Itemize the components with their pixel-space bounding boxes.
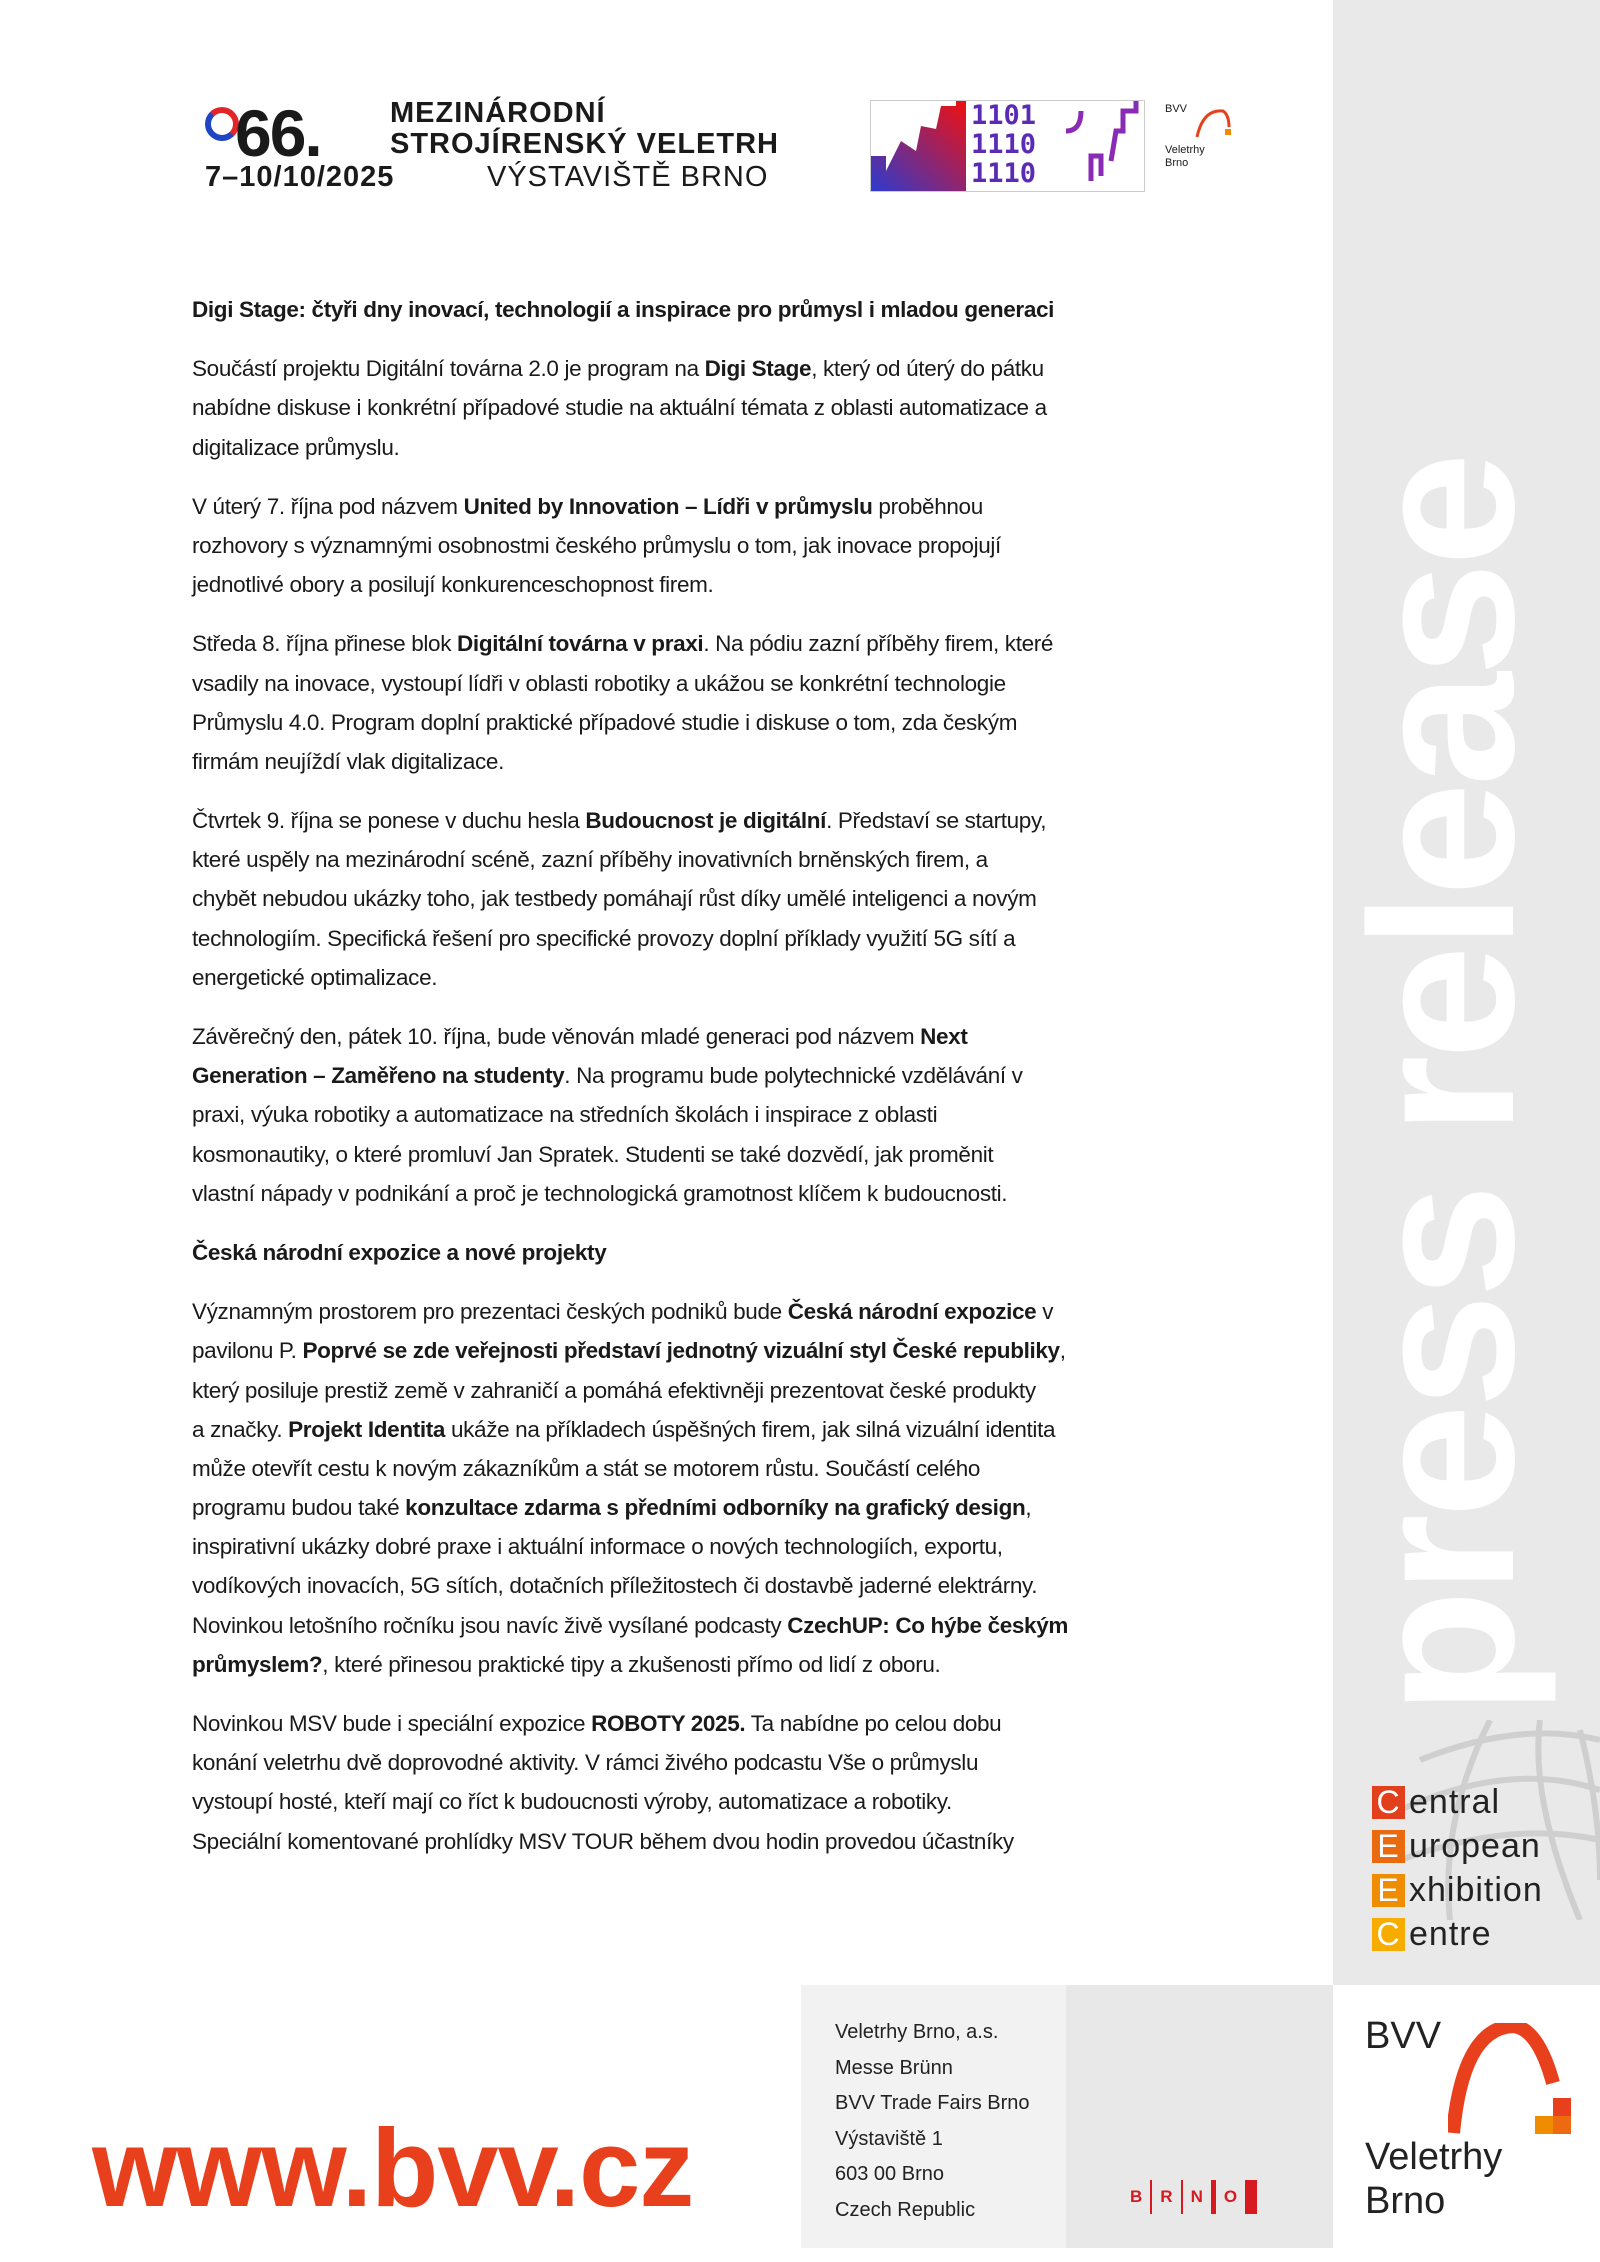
address-line: Messe Brünn (835, 2056, 953, 2079)
section-heading (192, 1233, 1272, 1272)
ceec-letter: C (1372, 1786, 1405, 1819)
text: proběhnou (872, 493, 983, 519)
text: , které přinesou praktické tipy a zkušenosti přímo od lidí z oboru. (322, 1651, 941, 1677)
edition-number: 66. (235, 96, 321, 170)
text-line (192, 1233, 1272, 1272)
address-line: Výstaviště 1 (835, 2127, 943, 2150)
brno-letter: N (1190, 2187, 1203, 2206)
text-line (192, 801, 1272, 840)
binary-line: 1101 (971, 100, 1037, 131)
circuit-graphic-icon (1061, 101, 1141, 192)
text: Novinkou MSV bude i speciální expozice (192, 1711, 592, 1736)
text-line (192, 290, 1272, 329)
text-line (192, 526, 1272, 565)
text: vystoupí hosté, kteří mají co říct k budoucnosti výroby, automatizace a robotiky. (192, 1789, 952, 1815)
text-line (192, 1527, 1272, 1566)
bold-text: Digi Stage: čtyři dny inovací, technologií a inspirace pro průmysl i mladou generaci (192, 297, 1055, 322)
title-line-1: MEZINÁRODNÍ (390, 97, 606, 129)
text-line (192, 1095, 1272, 1134)
brno-letter: R (1160, 2187, 1173, 2206)
text-line (192, 1743, 1272, 1782)
text: a značky. (192, 1416, 289, 1442)
text: Ta nabídne po celou dobu (745, 1711, 1002, 1736)
text: vlastní nápady v podnikání a proč je technologická gramotnost klíčem k budoucnosti. (192, 1180, 1008, 1206)
text-line (192, 1449, 1272, 1488)
text: chybět nebudou ukázky toho, jak testbedy pomáhají růst díky umělé inteligenci a novým (192, 886, 1037, 912)
paragraph (192, 801, 1272, 997)
text: digitalizace průmyslu. (192, 434, 400, 460)
bvv-veletrhy-brno-logo (1333, 1985, 1600, 2248)
bold-text: Poprvé se zde veřejnosti představí jednotný vizuální styl České republiky (302, 1338, 1060, 1364)
text: . Na pódiu zazní příběhy firem, které (703, 631, 1054, 657)
paragraph (192, 624, 1272, 781)
text: který posiluje prestiž země v zahraničí a pomáhá efektivněji prezentovat české produkty (192, 1377, 1036, 1403)
text-line (192, 487, 1272, 526)
company-address (835, 2015, 1030, 2228)
text: Čtvrtek 9. října se ponese v duchu hesla (192, 808, 586, 834)
bold-text: CzechUP: Co hýbe českým (787, 1612, 1069, 1638)
ceec-row (1372, 1824, 1543, 1868)
text: Speciální komentované prohlídky MSV TOUR během dvou hodin provedou účastníky (192, 1828, 1014, 1854)
text-line (192, 1371, 1272, 1410)
brno-letter: B (1130, 2187, 1143, 2206)
text-line (192, 840, 1272, 879)
bold-text: Digi Stage (704, 356, 812, 382)
text: Středa 8. října přinese blok (192, 631, 458, 657)
address-line: Czech Republic (835, 2198, 976, 2221)
text-line (192, 1704, 1272, 1743)
ceec-word: entre (1409, 1914, 1492, 1953)
paragraph (192, 1704, 1272, 1861)
text-line (192, 1017, 1272, 1056)
text-line (192, 1822, 1272, 1861)
text: , (1025, 1495, 1032, 1521)
ceec-word: uropean (1409, 1826, 1541, 1865)
bvv-name (1365, 2135, 1502, 2223)
text: inspirativní ukázky dobré praxe i aktuální informace o nových technologiích, exportu, (192, 1534, 1003, 1560)
bold-text: Projekt Identita (288, 1416, 446, 1442)
text-line (192, 1782, 1272, 1821)
ceec-row (1372, 1868, 1543, 1912)
address-line: 603 00 Brno (835, 2163, 944, 2185)
text-line (192, 742, 1272, 781)
text-line (192, 1566, 1272, 1605)
text: V úterý 7. října pod názvem (192, 493, 464, 519)
text-line (192, 958, 1272, 997)
text: . Představí se startupy, (826, 808, 1047, 834)
text-line (192, 349, 1272, 388)
text-line (192, 879, 1272, 918)
bold-text: Česká národní expozice (787, 1299, 1037, 1325)
text-line (192, 624, 1272, 663)
text-line (192, 1488, 1272, 1527)
text: ukáže na příkladech úspěšných firem, jak silná vizuální identita (445, 1416, 1056, 1442)
title-line-2: STROJÍRENSKÝ VELETRH (390, 128, 779, 160)
ceec-word: entral (1409, 1782, 1501, 1821)
website-link[interactable]: www.bvv.cz (92, 2107, 694, 2230)
ceec-row (1372, 1780, 1543, 1824)
bold-text: United by Innovation – Lídři v průmyslu (463, 493, 873, 519)
text-line (192, 1135, 1272, 1174)
binary-line: 1110 (971, 129, 1037, 160)
text: nabídne diskuse i konkrétní případové studie na aktuální témata z oblasti automatizace a (192, 395, 1047, 421)
cog-graphic-icon (871, 101, 966, 192)
text-line (192, 1056, 1272, 1095)
text-line (192, 664, 1272, 703)
section-heading (192, 290, 1272, 329)
bold-text: Digitální továrna v praxi (457, 631, 704, 657)
text: firmám neujíždí vlak digitalizace. (192, 748, 504, 774)
text: jednotlivé obory a posilují konkurenceschopnost firem. (192, 572, 714, 598)
bold-text: průmyslem? (192, 1651, 323, 1677)
text-line (192, 388, 1272, 427)
bold-text: Next (920, 1024, 968, 1049)
text: může otevřít cestu k novým zákazníkům a stát se motorem růstu. Součástí celého (192, 1455, 981, 1481)
text: vodíkových inovacích, 5G sítích, dotačních příležitostech či dostavbě jaderné elektrárny. (192, 1573, 1038, 1599)
bold-text: Budoucnost je digitální (585, 808, 827, 834)
text: Průmyslu 4.0. Program doplní praktické případové studie i diskuse o tom, zda českým (192, 709, 1018, 735)
ceec-row (1372, 1912, 1543, 1956)
text: , (1059, 1338, 1066, 1364)
text: vsadily na inovace, vystoupí lídři v oblasti robotiky a ukážou se konkrétní technologie (192, 670, 1006, 696)
text: . Na programu bude polytechnické vzdělávání v (564, 1063, 1023, 1089)
text: praxi, výuka robotiky a automatizace na středních školách i inspirace z oblasti (192, 1102, 938, 1128)
gear-icon (205, 107, 239, 141)
text: pavilonu P. (192, 1338, 303, 1364)
bvv-name: Veletrhy (1165, 144, 1205, 156)
bold-text: Česká národní expozice a nové projekty (192, 1239, 607, 1265)
brno-letter: O (1223, 2187, 1238, 2206)
text: energetické optimalizace. (192, 964, 438, 990)
bvv-name: Brno (1165, 157, 1189, 169)
binary-line: 1110 (971, 158, 1037, 189)
bvv-arc-icon (1448, 2023, 1578, 2153)
text-line (192, 1331, 1272, 1370)
text-line (192, 428, 1272, 467)
bvv-name-line: Veletrhy (1365, 2136, 1503, 2178)
bvv-small-logo (1165, 103, 1205, 170)
text-line (192, 703, 1272, 742)
text: konání veletrhu dvě doprovodné aktivity. V rámci živého podcastu Vše o průmyslu (192, 1750, 979, 1776)
paragraph (192, 1017, 1272, 1213)
brno-city-logo (1130, 2180, 1257, 2214)
text: Významným prostorem pro prezentaci českých podniků bude (192, 1299, 788, 1325)
text: , který od úterý do pátku (811, 356, 1044, 382)
paragraph (192, 1292, 1272, 1684)
text: Součástí projektu Digitální továrna 2.0 je program na (192, 356, 705, 382)
text: programu budou také (192, 1495, 406, 1521)
ceec-letter: E (1372, 1830, 1405, 1863)
digital-factory-logo (870, 100, 1145, 192)
text-line (192, 1410, 1272, 1449)
ceec-word: xhibition (1409, 1870, 1543, 1909)
ceec-logo (1372, 1780, 1543, 1956)
bvv-arc-icon (1193, 107, 1233, 137)
bvv-brand: BVV (1365, 2015, 1442, 2057)
text: v (1036, 1299, 1054, 1325)
text: které uspěly na mezinárodní scéně, zazní příběhy inovativních brněnských firem, a (192, 847, 988, 873)
bvv-name-line: Brno (1365, 2180, 1446, 2222)
text: Novinkou letošního ročníku jsou navíc živě vysílané podcasty (192, 1612, 788, 1638)
bvv-brand: BVV (1165, 103, 1188, 115)
fair-dates: 7–10/10/2025 (205, 161, 395, 193)
bold-text: Generation – Zaměřeno na studenty (192, 1063, 565, 1089)
text: Závěrečný den, pátek 10. října, bude věnován mladé generaci pod názvem (192, 1024, 921, 1049)
fair-venue: VÝSTAVIŠTĚ BRNO (487, 161, 769, 193)
bold-text: ROBOTY 2025. (591, 1711, 746, 1736)
text-line (192, 565, 1272, 604)
ceec-letter: E (1372, 1874, 1405, 1907)
paragraph (192, 349, 1272, 467)
text: rozhovory s významnými osobnostmi českého průmyslu o tom, jak inovace propojují (192, 532, 1001, 558)
article-body (192, 290, 1272, 1881)
text: kosmonautiky, o které promluví Jan Spratek. Studenti se také dozvědí, jak proměnit (192, 1141, 994, 1167)
text-line (192, 1174, 1272, 1213)
text-line (192, 1645, 1272, 1684)
text-line (192, 1606, 1272, 1645)
press-release-label: press release (1328, 456, 1557, 1715)
paragraph (192, 487, 1272, 605)
address-line: Veletrhy Brno, a.s. (835, 2021, 999, 2043)
address-line: BVV Trade Fairs Brno (835, 2092, 1030, 2114)
bold-text: konzultace zdarma s předními odborníky na grafický design (405, 1495, 1026, 1521)
text-line (192, 1292, 1272, 1331)
ceec-letter: C (1372, 1918, 1405, 1951)
binary-digits (971, 101, 1036, 188)
text-line (192, 919, 1272, 958)
text: technologiím. Specifická řešení pro specifické provozy doplní příklady využití 5G sítí a (192, 925, 1016, 951)
msv-header-logo (205, 95, 1305, 200)
